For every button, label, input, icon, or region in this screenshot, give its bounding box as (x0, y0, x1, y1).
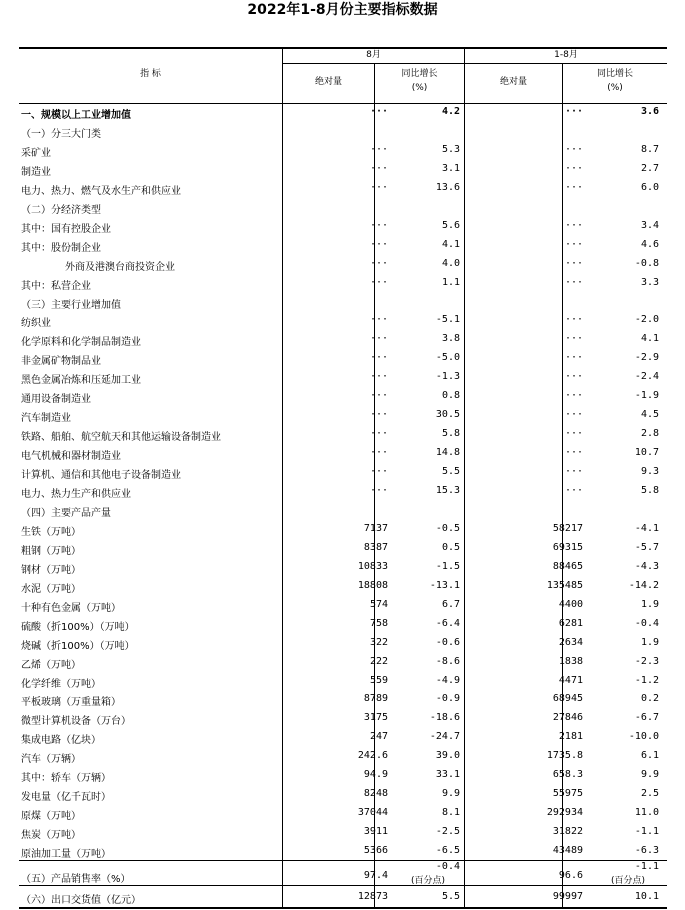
janaug-yoy: 2.8 (640, 428, 659, 440)
aug-yoy: 5.6 (441, 219, 460, 231)
row-label: 生铁（万吨） (21, 526, 81, 538)
row-label: 水泥（万吨） (21, 583, 81, 595)
janaug-yoy: 5.8 (640, 485, 659, 496)
aug-yoy: 13.6 (435, 181, 460, 193)
aug-absolute: 3175 (363, 712, 388, 724)
subheader-rule (283, 63, 667, 64)
aug-yoy: 4.0 (441, 257, 460, 269)
janaug-absolute: 69315 (552, 541, 583, 553)
aug-absolute: 3911 (363, 826, 388, 838)
janaug-yoy: -2.9 (634, 352, 659, 364)
row-label: 一、规模以上工业增加值 (21, 110, 131, 121)
janaug-yoy: 3.6 (640, 106, 659, 117)
janaug-absolute: ··· (564, 485, 583, 496)
row-label: 硫酸（折100%）（万吨） (21, 621, 135, 633)
janaug-absolute: ··· (564, 428, 583, 440)
aug-absolute: 758 (369, 617, 388, 629)
table-row (19, 160, 667, 179)
janaug-yoy: -4.1 (634, 522, 659, 534)
janaug-yoy: 11.0 (634, 807, 659, 819)
aug-absolute: 18808 (357, 579, 388, 591)
janaug-yoy: 1.9 (640, 636, 659, 648)
janaug-absolute: ··· (564, 466, 583, 478)
janaug-yoy: 10.7 (634, 447, 659, 459)
header-janaug-yoy: 同比增长 (596, 69, 633, 79)
janaug-absolute: 2181 (558, 731, 583, 743)
janaug-absolute: 96.6 (558, 870, 583, 881)
janaug-yoy: 2.7 (640, 162, 659, 174)
header-aug: 8月 (366, 50, 381, 60)
table-row (19, 709, 667, 728)
janaug-absolute: 1735.8 (546, 750, 583, 762)
aug-yoy: 0.5 (441, 541, 460, 553)
table-row (19, 387, 667, 406)
row-label: 铁路、船舶、航空航天和其他运输设备制造业 (21, 432, 221, 444)
row-label: 非金属矿物制品业 (21, 356, 101, 368)
aug-absolute: 222 (369, 655, 388, 667)
aug-absolute: ··· (369, 466, 388, 478)
janaug-absolute: 4471 (558, 674, 583, 686)
janaug-absolute: 27846 (552, 712, 583, 724)
row-label: 其中：股份制企业 (21, 242, 101, 254)
janaug-yoy: -5.7 (634, 541, 659, 553)
janaug-yoy: 9.3 (640, 466, 659, 478)
table-row (19, 274, 667, 293)
aug-absolute: ··· (369, 181, 388, 193)
janaug-absolute: 55975 (552, 788, 583, 800)
aug-absolute: ··· (369, 238, 388, 250)
janaug-yoy: -2.3 (634, 655, 659, 667)
aug-yoy: -5.1 (435, 314, 460, 326)
aug-yoy: -5.0 (435, 352, 460, 364)
janaug-yoy: -0.4 (634, 617, 659, 629)
aug-yoy: 1.1 (441, 276, 460, 288)
table-row (19, 349, 667, 368)
export-row (19, 888, 667, 907)
janaug-absolute: ··· (564, 106, 583, 117)
aug-yoy: 8.1 (441, 807, 460, 819)
janaug-yoy: -6.3 (634, 845, 659, 857)
aug-yoy: -24.7 (429, 731, 460, 743)
janaug-absolute: ··· (564, 409, 583, 421)
row-label: 发电量（亿千瓦时） (21, 792, 111, 804)
aug-yoy: 14.8 (435, 447, 460, 459)
aug-absolute: 322 (369, 636, 388, 648)
table-row (19, 425, 667, 444)
aug-yoy: 5.5 (441, 891, 460, 902)
aug-yoy: 9.9 (441, 788, 460, 800)
row-label: （六）出口交货值（亿元） (21, 895, 141, 906)
janaug-absolute: 31822 (552, 826, 583, 838)
aug-yoy: -18.6 (429, 712, 460, 724)
aug-absolute: ··· (369, 314, 388, 326)
janaug-absolute: 43489 (552, 845, 583, 857)
table-row (19, 311, 667, 330)
aug-absolute: 8789 (363, 693, 388, 705)
aug-absolute: ··· (369, 276, 388, 288)
janaug-yoy: 4.5 (640, 409, 659, 421)
row-label: 纺织业 (21, 318, 51, 330)
janaug-absolute: 58217 (552, 522, 583, 534)
janaug-absolute: 292934 (546, 807, 583, 819)
aug-absolute: 10833 (357, 560, 388, 572)
header-aug-absolute: 绝对量 (314, 77, 342, 87)
row-label: 其中：轿车（万辆） (21, 773, 111, 785)
aug-absolute: ··· (369, 371, 388, 383)
table-row (19, 690, 667, 709)
row-label: 其中：私营企业 (21, 280, 91, 292)
row-label: 钢材（万吨） (21, 564, 81, 576)
aug-yoy: 4.1 (441, 238, 460, 250)
row-label: 集成电路（亿块） (21, 735, 101, 747)
table-row (19, 330, 667, 349)
aug-absolute: ··· (369, 352, 388, 364)
aug-absolute: 12873 (357, 891, 388, 902)
janaug-absolute: ··· (564, 276, 583, 288)
row-label: （五）产品销售率（%） (21, 874, 131, 885)
row-label: 汽车（万辆） (21, 754, 81, 766)
janaug-yoy: 2.5 (640, 788, 659, 800)
janaug-yoy: 4.1 (640, 333, 659, 345)
table-row (19, 577, 667, 596)
janaug-yoy: 10.1 (634, 891, 659, 902)
janaug-absolute: 88465 (552, 560, 583, 572)
janaug-absolute: 6281 (558, 617, 583, 629)
table-row (19, 122, 667, 141)
janaug-yoy: -6.7 (634, 712, 659, 724)
aug-absolute: 8248 (363, 788, 388, 800)
table-row (19, 198, 667, 217)
page-title: 2022年1-8月份主要指标数据 (247, 2, 438, 18)
janaug-yoy: -1.1 (634, 861, 659, 872)
janaug-absolute: 99997 (552, 891, 583, 902)
table-row (19, 141, 667, 160)
janaug-yoy: 6.0 (640, 181, 659, 193)
aug-yoy: -6.5 (435, 845, 460, 857)
row-label: 电气机械和器材制造业 (21, 451, 121, 463)
row-label: 烧碱（折100%）（万吨） (21, 640, 135, 652)
table-row (19, 634, 667, 653)
row-label: （四）主要产品产量 (21, 507, 111, 519)
janaug-absolute: ··· (564, 314, 583, 326)
aug-absolute: 559 (369, 674, 388, 686)
aug-absolute: ··· (369, 106, 388, 117)
row-label: （二）分经济类型 (21, 204, 101, 216)
header-aug-pct: (%) (411, 83, 428, 93)
janaug-yoy: -1.1 (634, 826, 659, 838)
header-janaug-pct: (%) (607, 83, 623, 93)
aug-yoy: -1.5 (435, 560, 460, 572)
table-row (19, 217, 667, 236)
table-top-rule (19, 47, 667, 49)
aug-yoy: 6.7 (441, 598, 460, 610)
table-row (19, 444, 667, 463)
janaug-absolute: 135485 (546, 579, 583, 591)
aug-absolute: 242.6 (357, 750, 388, 762)
table-row (19, 747, 667, 766)
janaug-yoy: 1.9 (640, 598, 659, 610)
aug-yoy: 15.3 (435, 485, 460, 496)
row-label: （一）分三大门类 (21, 128, 101, 140)
aug-absolute: ··· (369, 390, 388, 402)
janaug-yoy: -2.0 (634, 314, 659, 326)
janaug-absolute: ··· (564, 219, 583, 231)
row-label: 电力、热力、燃气及水生产和供应业 (21, 185, 181, 197)
table-bottom-rule (19, 907, 667, 909)
table-row (19, 179, 667, 198)
table-row (19, 539, 667, 558)
row-label: 原油加工量（万吨） (21, 849, 111, 861)
aug-absolute: ··· (369, 447, 388, 459)
aug-yoy: -0.6 (435, 636, 460, 648)
aug-absolute: 247 (369, 731, 388, 743)
export-top-rule (19, 885, 667, 886)
table-row (19, 463, 667, 482)
janaug-yoy: -14.2 (628, 579, 659, 591)
janaug-absolute: ··· (564, 162, 583, 174)
aug-yoy: -0.5 (435, 522, 460, 534)
table-row (19, 653, 667, 672)
row-label: 采矿业 (21, 147, 51, 159)
aug-yoy: 5.8 (441, 428, 460, 440)
table-row (19, 406, 667, 425)
janaug-yoy: -0.8 (634, 257, 659, 269)
row-label: 计算机、通信和其他电子设备制造业 (21, 470, 181, 482)
row-label: 粗钢（万吨） (21, 545, 81, 557)
row-label: 微型计算机设备（万台） (21, 716, 131, 728)
table-row (19, 558, 667, 577)
janaug-yoy: 9.9 (640, 769, 659, 781)
aug-yoy: 39.0 (435, 750, 460, 762)
janaug-absolute: ··· (564, 181, 583, 193)
aug-yoy: 30.5 (435, 409, 460, 421)
table-row (19, 672, 667, 691)
row-label: 十种有色金属（万吨） (21, 602, 121, 614)
row-label: 外商及港澳台商投资企业 (65, 261, 175, 273)
header-janaug: 1-8月 (554, 50, 578, 60)
row-label: 黑色金属冶炼和压延加工业 (21, 375, 141, 387)
janaug-absolute: 658.3 (552, 769, 583, 781)
janaug-yoy: 3.4 (640, 219, 659, 231)
aug-yoy: 0.8 (441, 390, 460, 402)
header-janaug-absolute: 绝对量 (499, 77, 527, 87)
table-row (19, 368, 667, 387)
aug-absolute: ··· (369, 428, 388, 440)
janaug-absolute: ··· (564, 257, 583, 269)
table-row (19, 823, 667, 842)
table-row (19, 236, 667, 255)
aug-yoy: -0.4 (435, 861, 460, 872)
janaug-yoy: -4.3 (634, 560, 659, 572)
table-row (19, 785, 667, 804)
aug-absolute: 97.4 (363, 870, 388, 881)
row-label: 平板玻璃（万重量箱） (21, 697, 121, 709)
aug-yoy: -6.4 (435, 617, 460, 629)
row-label: 其中：国有控股企业 (21, 223, 111, 235)
janaug-yoy-unit: (百分点) (611, 876, 646, 886)
row-label: 通用设备制造业 (21, 394, 91, 406)
aug-yoy: 4.2 (441, 106, 460, 117)
janaug-yoy: -10.0 (628, 731, 659, 743)
aug-absolute: ··· (369, 257, 388, 269)
table-row (19, 501, 667, 520)
janaug-yoy: -1.2 (634, 674, 659, 686)
janaug-yoy: -2.4 (634, 371, 659, 383)
aug-yoy: -4.9 (435, 674, 460, 686)
table-row (19, 728, 667, 747)
row-label: 化学纤维（万吨） (21, 678, 101, 690)
aug-absolute: 8387 (363, 541, 388, 553)
aug-absolute: 5366 (363, 845, 388, 857)
aug-yoy: 5.3 (441, 143, 460, 155)
header-aug-yoy: 同比增长 (401, 69, 438, 79)
janaug-yoy: 6.1 (640, 750, 659, 762)
aug-absolute: ··· (369, 143, 388, 155)
row-label: 汽车制造业 (21, 413, 71, 425)
aug-yoy: 3.1 (441, 162, 460, 174)
janaug-yoy: 3.3 (640, 276, 659, 288)
aug-absolute: 94.9 (363, 769, 388, 781)
row-label: 制造业 (21, 166, 51, 178)
aug-absolute: 574 (369, 598, 388, 610)
aug-yoy: -1.3 (435, 371, 460, 383)
table-row (19, 842, 667, 861)
janaug-absolute: ··· (564, 333, 583, 345)
table-row (19, 103, 667, 122)
row-label: 化学原料和化学制品制造业 (21, 337, 141, 349)
janaug-yoy: 0.2 (640, 693, 659, 705)
janaug-yoy: 8.7 (640, 143, 659, 155)
table-row (19, 596, 667, 615)
header-indicator: 指 标 (140, 69, 161, 79)
row-label: 电力、热力生产和供应业 (21, 489, 131, 500)
aug-absolute: ··· (369, 333, 388, 345)
janaug-absolute: ··· (564, 352, 583, 364)
aug-absolute: ··· (369, 219, 388, 231)
aug-absolute: 37044 (357, 807, 388, 819)
janaug-yoy: 4.6 (640, 238, 659, 250)
row-label: （三）主要行业增加值 (21, 299, 121, 311)
table-row (19, 293, 667, 312)
table-row (19, 520, 667, 539)
aug-absolute: ··· (369, 409, 388, 421)
sales-rate-row (19, 861, 667, 885)
aug-yoy: -13.1 (429, 579, 460, 591)
janaug-absolute: 4400 (558, 598, 583, 610)
table-row (19, 615, 667, 634)
janaug-absolute: ··· (564, 390, 583, 402)
aug-yoy: 5.5 (441, 466, 460, 478)
aug-absolute: ··· (369, 162, 388, 174)
janaug-absolute: 2634 (558, 636, 583, 648)
row-label: 焦炭（万吨） (21, 830, 81, 842)
aug-yoy: 33.1 (435, 769, 460, 781)
table-row (19, 255, 667, 274)
aug-yoy: -0.9 (435, 693, 460, 705)
aug-yoy: -8.6 (435, 655, 460, 667)
row-label: 乙烯（万吨） (21, 659, 81, 671)
table-row (19, 766, 667, 785)
janaug-absolute: ··· (564, 447, 583, 459)
aug-yoy: -2.5 (435, 826, 460, 838)
aug-yoy: 3.8 (441, 333, 460, 345)
janaug-absolute: 1838 (558, 655, 583, 667)
aug-absolute: 7137 (363, 522, 388, 534)
aug-yoy-unit: (百分点) (411, 876, 446, 886)
janaug-absolute: ··· (564, 143, 583, 155)
janaug-absolute: 68945 (552, 693, 583, 705)
table-row (19, 482, 667, 501)
janaug-absolute: ··· (564, 238, 583, 250)
table-row (19, 804, 667, 823)
janaug-absolute: ··· (564, 371, 583, 383)
aug-absolute: ··· (369, 485, 388, 496)
janaug-yoy: -1.9 (634, 390, 659, 402)
row-label: 原煤（万吨） (21, 811, 81, 823)
